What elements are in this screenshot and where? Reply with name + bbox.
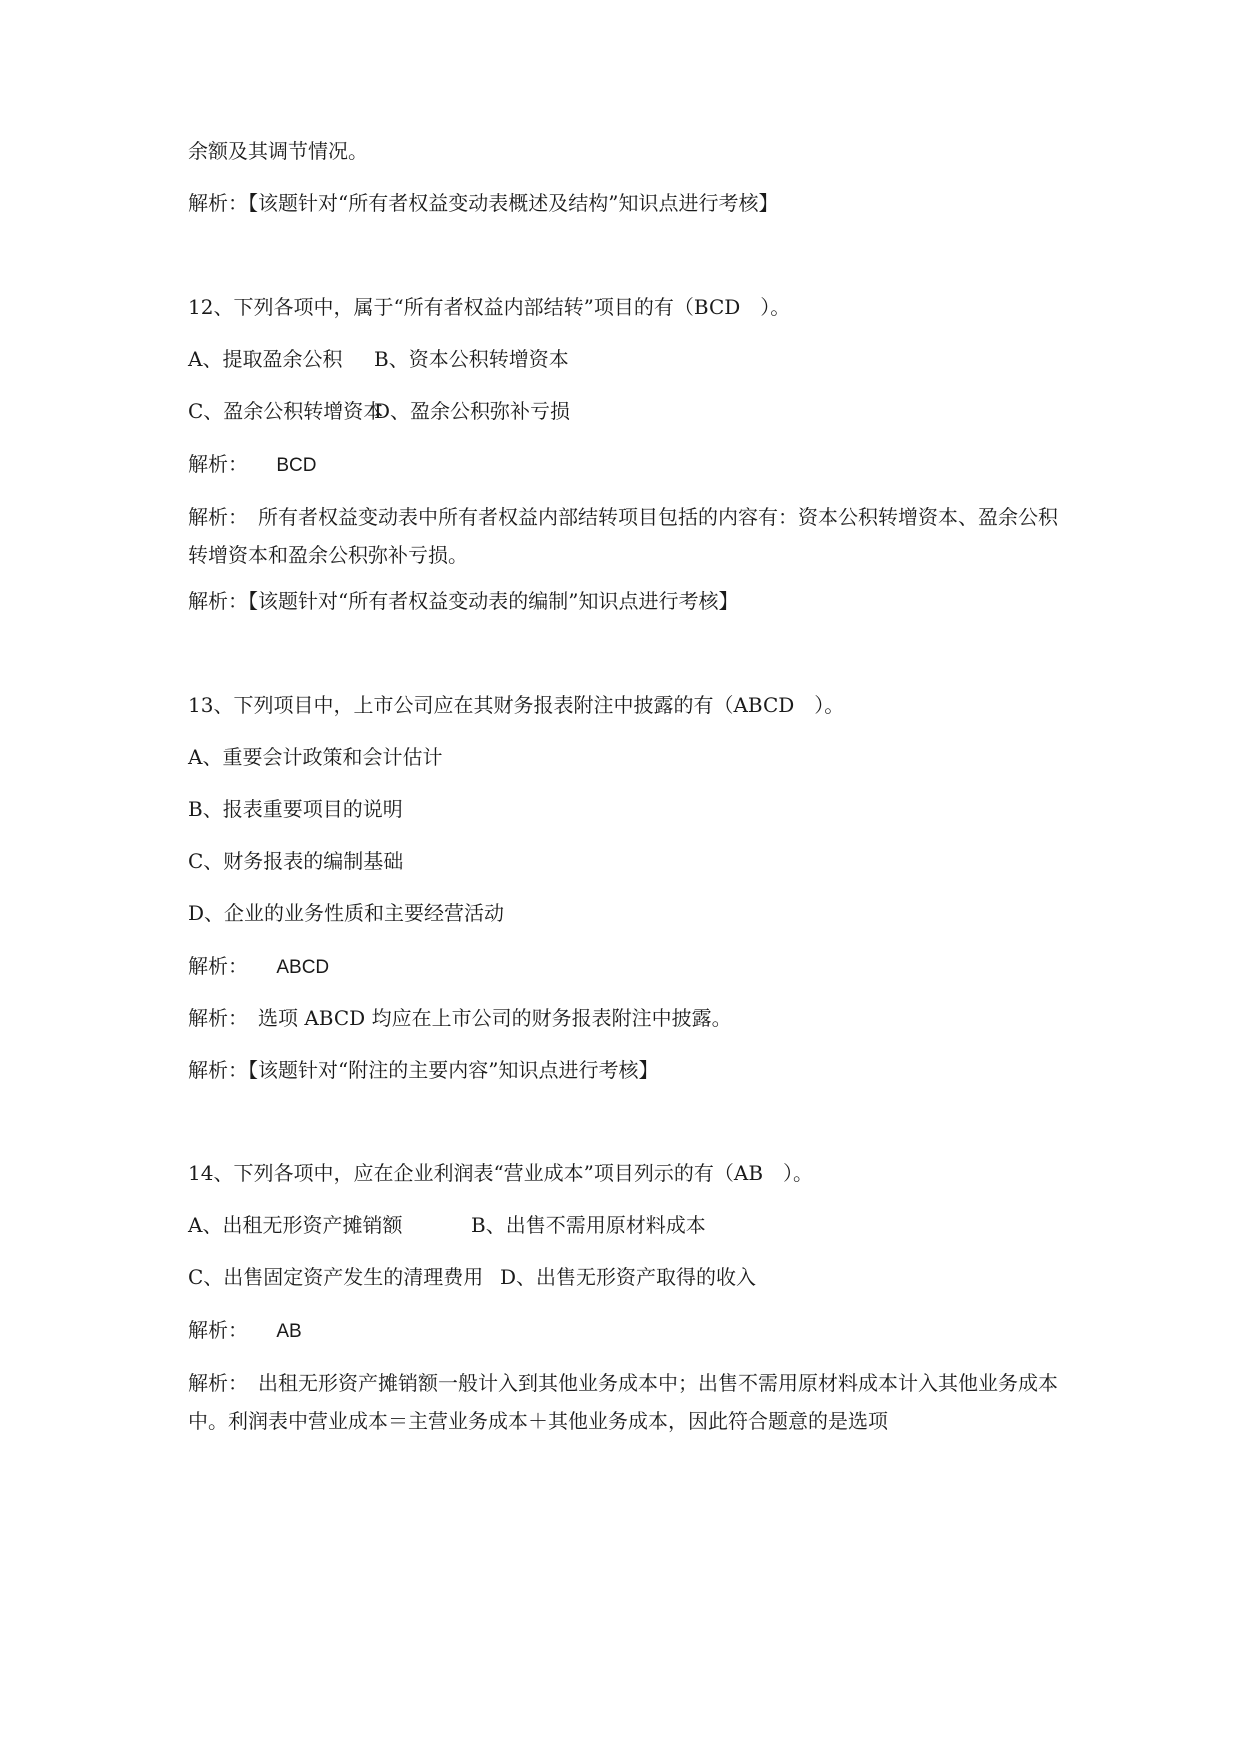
note-line: 解析：【该题针对“所有者权益变动表概述及结构”知识点进行考核】 bbox=[188, 191, 779, 215]
option-b: B、报表重要项目的说明 bbox=[188, 797, 403, 821]
answer-value: ABCD bbox=[276, 957, 330, 978]
question-14-answer bbox=[188, 1317, 302, 1345]
option-d: D、企业的业务性质和主要经营活动 bbox=[188, 901, 505, 925]
option-b: B、出售不需用原材料成本 bbox=[471, 1213, 706, 1237]
text-line: 余额及其调节情况。 bbox=[188, 139, 368, 163]
answer-value: AB bbox=[276, 1321, 302, 1342]
option-c: C、盈余公积转增资本 bbox=[188, 399, 384, 423]
question-12-note: 解析：【该题针对“所有者权益变动表的编制”知识点进行考核】 bbox=[188, 589, 739, 613]
question-14-options-row-1 bbox=[188, 1212, 706, 1238]
question-14-stem: 14、下列各项中，应在企业利润表“营业成本”项目列示的有（AB ）。 bbox=[188, 1161, 814, 1185]
option-a: A、提取盈余公积 bbox=[188, 347, 343, 371]
answer-label: 解析： bbox=[188, 1318, 248, 1342]
question-14-options-row-2 bbox=[188, 1264, 756, 1290]
question-13-explanation: 解析： 选项 ABCD 均应在上市公司的财务报表附注中披露。 bbox=[188, 1006, 732, 1030]
option-a: A、出租无形资产摊销额 bbox=[188, 1213, 403, 1237]
option-c: C、财务报表的编制基础 bbox=[188, 849, 404, 873]
answer-label: 解析： bbox=[188, 452, 248, 476]
question-13-answer bbox=[188, 953, 329, 981]
option-d: D、盈余公积弥补亏损 bbox=[374, 399, 571, 423]
option-a: A、重要会计政策和会计估计 bbox=[188, 745, 443, 769]
question-12-answer bbox=[188, 451, 316, 479]
question-13-stem: 13、下列项目中，上市公司应在其财务报表附注中披露的有（ABCD ）。 bbox=[188, 693, 845, 717]
answer-value: BCD bbox=[276, 455, 317, 476]
option-b: B、资本公积转增资本 bbox=[374, 347, 569, 371]
question-12-explanation: 解析： 所有者权益变动表中所有者权益内部结转项目包括的内容有：资本公积转增资本、盈余公积转增资本和盈余公积弥补亏损。 bbox=[188, 505, 1058, 567]
question-13-note: 解析：【该题针对“附注的主要内容”知识点进行考核】 bbox=[188, 1058, 659, 1082]
question-12-options-row-1 bbox=[188, 346, 569, 372]
question-12-options-row-2 bbox=[188, 398, 570, 424]
question-14-explanation: 解析： 出租无形资产摊销额一般计入到其他业务成本中；出售不需用原材料成本计入其他业务成本中。利润表中营业成本＝主营业务成本＋其他业务成本，因此符合题意的是选项 bbox=[188, 1371, 1058, 1433]
answer-label: 解析： bbox=[188, 954, 248, 978]
option-d: D、出售无形资产取得的收入 bbox=[500, 1265, 757, 1289]
question-12-stem: 12、下列各项中，属于“所有者权益内部结转”项目的有（BCD ）。 bbox=[188, 295, 791, 319]
option-c: C、出售固定资产发生的清理费用 bbox=[188, 1265, 484, 1289]
